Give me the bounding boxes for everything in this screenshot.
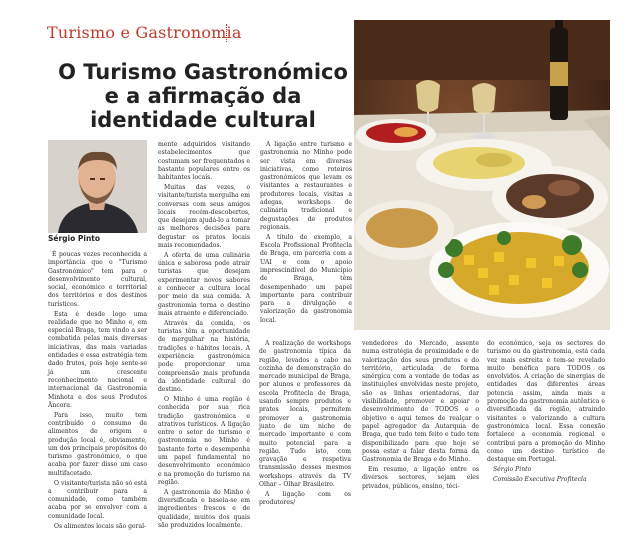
paragraph: A gastronomia do Minho é diversificada e baseia-se em ingredientes frescos e de qualidade, muitos dos quais são produzidos localmente.	[158, 488, 250, 529]
paragraph: Em resumo, a ligação entre os diversos sectores, sejam eles privados, públicos, ensino, téci-	[362, 465, 479, 490]
signature-role: Comissão Executiva Profitecla	[493, 475, 587, 483]
paragraph: Os alimentos locais são geral-	[54, 522, 147, 530]
paragraph: A título de exemplo, a Escola Profissional Profitecla de Braga, em parceria com a UAI e com o apoio imprescindível do Município de Braga, têm desempenhado um papel importante para contribuir para a divulgação e valorização da gastronomia local.	[260, 233, 352, 324]
paragraph: A ligação com os produtores/	[259, 490, 351, 507]
text-column-2	[158, 141, 250, 532]
food-photo	[354, 20, 610, 330]
section-heading: Turismo e Gastronomia	[47, 23, 242, 42]
paragraph: A oferta de uma culinária única e saborosa pode atrair turistas que desejam experimentar novos sabores e conhecer a cultura local por meio da sua comida. A gastronomia torna o destino mais atraente e diferenciado.	[158, 251, 250, 317]
paragraph: vendedores do Mercado, assente numa estratégia de proximidade e de valorização dos seus produtos e do território, articulada de forma sinérgica com a vontade de todas as instituições envolvidas neste projeto, são as linhas orientadoras, dar visibilidade, promover e apoiar o desenvolvimento de TODOS e o objetivo e aqui temos de realçar o papel agregador da Autarquia de Braga, que tudo tem feito e tudo tem disponibilizado para que hoje se possa estar a falar desta forma da Gastronomia de Braga e do Minho.	[362, 340, 479, 464]
paragraph: O Minho é uma região é conhecida por sua rica tradição gastronómica e atrativos turísticos. A ligação entre o setor de turismo e gastronomia no Minho é bastante forte e desempenha um papel fundamental no desenvolvimento económico e na promoção do turismo na região.	[158, 395, 250, 486]
paragraph: do económico, seja os sectores do turismo ou da gastronomia, está cada vez mais estreita e tem-se revelado muito benéfica para TODOS os envolvidos. A criação de sinergias de entidades das diferentes áreas potencia assim, ainda mais a promoção da gastronomia autêntica e diversificada da região, atraindo visitantes e valorizando a cultura gastronómica local. Essa conexão fortalece a economia regional e contribui para a promoção do Minho como um destino turístico de destaque em Portugal.	[487, 340, 605, 464]
paragraph: A ligação entre turismo e gastronomia no Minho pode ser vista em diversas iniciativas, como roteiros gastronómicos que levam os visitantes a restaurantes e produtores locais, visitas a adegas, workshops de culinária tradicional e degustações de produtos regionais.	[260, 141, 352, 231]
title-line: O Turismo Gastronómico	[58, 60, 348, 84]
text-column-6	[487, 340, 605, 486]
paragraph: Esta é desde logo uma realidade que no Minho e, em especial Braga, tem vindo a ser combatida pelas mais diversas iniciativas, das mais variadas entidades e essa estratégia tem dado frutos, pois hoje sente-se já um crescente reconhecimento nacional e internacional da Gastronomia Minhota e dos seus Produtos Âncora.	[48, 310, 147, 409]
paragraph: mente adquiridos visitando estabelecimentos que costumam ser frequentados e bastante populares entre os habitantes locais.	[158, 141, 250, 182]
text-column-5	[362, 340, 479, 492]
paragraph: A realização de workshops de gastronomia típica da região, levados a cabo na cozinha de demonstração do mercado municipal de Braga, por alunos e professores da escola Profitecla de Braga, usando sempre produtos e pratos locais, permitem promover a gastronomia junto de um nicho de mercado importante e com muito potencial para a região. Tudo isto, com gravação e respetiva transmissão desses mesmos workshops através da TV Olhar – Olhar Brasileiro.	[259, 340, 351, 489]
article-title	[58, 60, 348, 132]
author-portrait	[48, 140, 147, 233]
text-column-4	[259, 340, 351, 509]
author-name: Sérgio Pinto	[48, 234, 101, 243]
section-divider	[226, 24, 228, 42]
paragraph: Através da comida, os turistas têm a oportunidade de mergulhar na história, tradições e hábitos locais. A experiência gastronómica pode proporcionar uma compreensão mais profunda da identidade cultural do destino.	[158, 319, 250, 394]
text-column-3	[260, 141, 352, 327]
title-line: e a afirmação da	[104, 84, 302, 108]
text-column-1	[48, 251, 147, 532]
paragraph: Muitas das vezes, o visitante/turista mergulha em conversas com seus amigos locais recém-descobertos, que desejam ajudá-lo a tomar as melhores decisões para degustar os pratos locais mais recomendados.	[158, 183, 250, 250]
paragraph: É poucas vezes reconhecida a importância que o "Turismo Gastronómico" tem para o desenvolvimento cultural, social, económico e territorial dos territórios e dos destinos turísticos.	[48, 251, 147, 308]
paragraph: Para isso, muito tem contribuído o consumo de alimentos de origem e produção local é, obviamente, um dos principais propósitos do turismo gastronómico, o que acaba por fazer disso um caso multifacetado.	[48, 411, 147, 477]
title-line: identidade cultural	[90, 108, 316, 132]
signature-name: Sérgio Pinto	[493, 465, 532, 473]
paragraph: O visitante/turista não só está a contribuir para a comunidade, como também acaba por se envolver com a comunidade local.	[48, 479, 147, 520]
